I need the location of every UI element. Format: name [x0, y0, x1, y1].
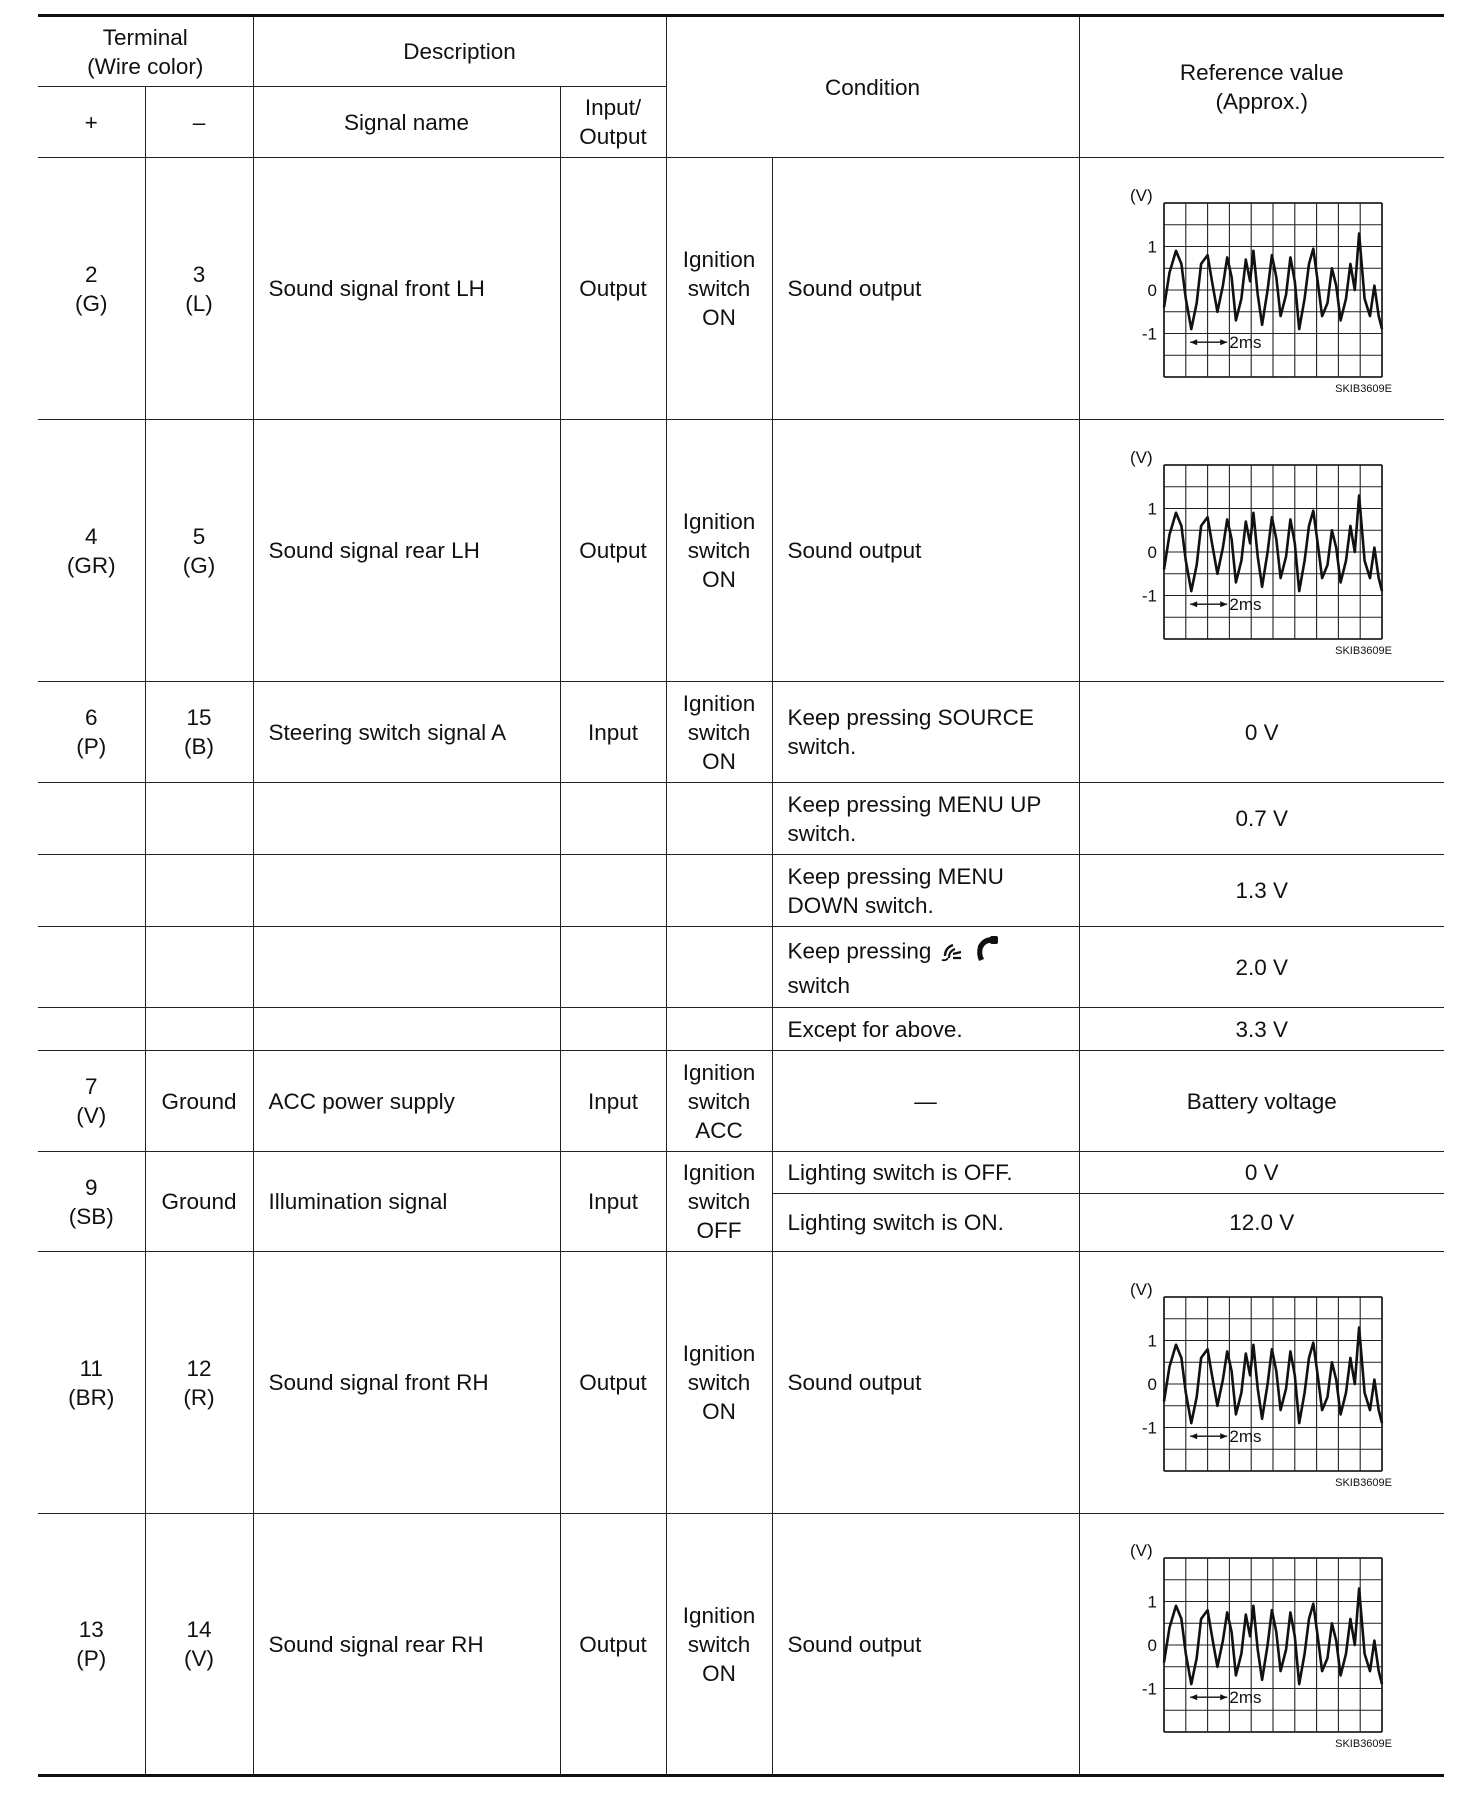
axis-unit-label: (V) — [1129, 1541, 1153, 1560]
y-tick-label: 1 — [1147, 1331, 1157, 1350]
reference-value: 0 V — [1079, 682, 1444, 783]
time-div-label: 2ms — [1229, 1688, 1262, 1708]
header-terminal: Terminal (Wire color) — [38, 16, 253, 87]
reference-value: 12.0 V — [1079, 1194, 1444, 1252]
arrow-head — [1220, 1433, 1227, 1439]
y-tick-label: 0 — [1147, 542, 1157, 562]
plus-terminal: 7 (V) — [38, 1051, 145, 1152]
minus-terminal: 15 (B) — [145, 682, 253, 783]
waveform-plot — [1127, 445, 1397, 657]
waveform-plot — [1127, 1277, 1397, 1489]
reference-value: 2.0 V — [1079, 927, 1444, 1008]
signal-name: Sound signal front LH — [253, 158, 560, 420]
condition-switch: Ignition switch ON — [666, 158, 772, 420]
time-div-label: 2ms — [1229, 332, 1262, 352]
input-output: Output — [560, 1252, 666, 1514]
condition-detail: Keep pressing MENU DOWN switch. — [772, 855, 1079, 927]
condition-switch: Ignition switch ON — [666, 420, 772, 682]
y-tick-label: 1 — [1147, 1592, 1157, 1612]
arrow-head — [1190, 1433, 1197, 1439]
axis-unit-label: (V) — [1129, 1279, 1153, 1299]
header-plus: + — [38, 87, 145, 158]
signal-name: ACC power supply — [253, 1051, 560, 1152]
figure-id: SKIB3609E — [1334, 382, 1392, 395]
reference-waveform-cell — [1079, 158, 1444, 420]
table-row — [38, 1252, 1444, 1514]
condition-switch: Ignition switch ON — [666, 682, 772, 783]
minus-terminal: 14 (V) — [145, 1514, 253, 1776]
y-tick-label: -1 — [1141, 586, 1157, 605]
y-tick-label: -1 — [1141, 1679, 1157, 1699]
input-output: Output — [560, 1514, 666, 1776]
header-reference-value: Reference value (Approx.) — [1079, 16, 1444, 158]
condition-switch: Ignition switch ON — [666, 1514, 772, 1776]
signal-name: Steering switch signal A — [253, 682, 560, 783]
header-condition: Condition — [666, 16, 1079, 158]
input-output: Input — [560, 1051, 666, 1152]
table-row — [38, 1152, 1444, 1194]
reference-value: 0.7 V — [1079, 783, 1444, 855]
input-output: Input — [560, 682, 666, 783]
table-row — [38, 783, 1444, 855]
table-row — [38, 158, 1444, 420]
y-tick-label: -1 — [1141, 1418, 1157, 1437]
input-output: Output — [560, 420, 666, 682]
condition-detail: Except for above. — [772, 1008, 1079, 1051]
header-description: Description — [253, 16, 666, 87]
plus-terminal: 6 (P) — [38, 682, 145, 783]
condition-detail: Keep pressing SOURCE switch. — [772, 682, 1079, 783]
condition-detail: Keep pressing switch — [772, 927, 1079, 1008]
input-output: Input — [560, 1152, 666, 1252]
arrow-head — [1190, 1694, 1197, 1700]
y-tick-label: 1 — [1147, 499, 1157, 518]
table-row — [38, 420, 1444, 682]
table-row — [38, 927, 1444, 1008]
plus-terminal: 9 (SB) — [38, 1152, 145, 1252]
condition-detail: — — [772, 1051, 1079, 1152]
figure-id: SKIB3609E — [1334, 1476, 1392, 1489]
header-input-output: Input/ Output — [560, 87, 666, 158]
reference-waveform-cell — [1079, 420, 1444, 682]
table-row — [38, 1008, 1444, 1051]
arrow-head — [1220, 1694, 1227, 1700]
minus-terminal: 3 (L) — [145, 158, 253, 420]
figure-id: SKIB3609E — [1334, 1738, 1392, 1750]
terminal-table — [38, 14, 1444, 1777]
condition-detail: Lighting switch is ON. — [772, 1194, 1079, 1252]
condition-switch: Ignition switch OFF — [666, 1152, 772, 1252]
time-div-label: 2ms — [1229, 1426, 1262, 1446]
reference-value: Battery voltage — [1079, 1051, 1444, 1152]
time-div-label: 2ms — [1229, 594, 1262, 614]
condition-detail: Sound output — [772, 158, 1079, 420]
waveform-plot — [1127, 1538, 1397, 1750]
y-tick-label: 0 — [1147, 1636, 1157, 1655]
reference-value: 0 V — [1079, 1152, 1444, 1194]
input-output: Output — [560, 158, 666, 420]
signal-name: Sound signal rear LH — [253, 420, 560, 682]
condition-switch: Ignition switch ON — [666, 1252, 772, 1514]
reference-value: 3.3 V — [1079, 1008, 1444, 1051]
table-row — [38, 682, 1444, 783]
condition-detail: Sound output — [772, 1252, 1079, 1514]
signal-name: Sound signal front RH — [253, 1252, 560, 1514]
plus-terminal: 2 (G) — [38, 158, 145, 420]
waveform-plot — [1127, 183, 1397, 395]
arrow-head — [1190, 601, 1197, 607]
header-minus: – — [145, 87, 253, 158]
header-signal-name: Signal name — [253, 87, 560, 158]
signal-name: Sound signal rear RH — [253, 1514, 560, 1776]
table-row — [38, 1051, 1444, 1152]
axis-unit-label: (V) — [1129, 185, 1153, 205]
plus-terminal: 11 (BR) — [38, 1252, 145, 1514]
plus-terminal: 13 (P) — [38, 1514, 145, 1776]
minus-terminal: Ground — [145, 1051, 253, 1152]
y-tick-label: 0 — [1147, 1374, 1157, 1394]
y-tick-label: 0 — [1147, 280, 1157, 300]
condition-detail: Lighting switch is OFF. — [772, 1152, 1079, 1194]
plus-terminal: 4 (GR) — [38, 420, 145, 682]
y-tick-label: -1 — [1141, 324, 1157, 343]
reference-waveform-cell — [1079, 1252, 1444, 1514]
signal-name: Illumination signal — [253, 1152, 560, 1252]
phone-icon — [973, 934, 1001, 971]
condition-detail: Sound output — [772, 420, 1079, 682]
table-row — [38, 855, 1444, 927]
axis-unit-label: (V) — [1129, 447, 1153, 467]
voice-recognition-icon — [939, 934, 965, 971]
reference-value: 1.3 V — [1079, 855, 1444, 927]
y-tick-label: 1 — [1147, 237, 1157, 256]
table-row — [38, 1514, 1444, 1776]
terminal-reference-document — [38, 14, 1444, 1777]
minus-terminal: 5 (G) — [145, 420, 253, 682]
reference-waveform-cell — [1079, 1514, 1444, 1776]
condition-detail: Keep pressing MENU UP switch. — [772, 783, 1079, 855]
condition-detail: Sound output — [772, 1514, 1079, 1776]
minus-terminal: 12 (R) — [145, 1252, 253, 1514]
arrow-head — [1220, 339, 1227, 345]
condition-switch: Ignition switch ACC — [666, 1051, 772, 1152]
arrow-head — [1220, 601, 1227, 607]
arrow-head — [1190, 339, 1197, 345]
figure-id: SKIB3609E — [1334, 644, 1392, 657]
minus-terminal: Ground — [145, 1152, 253, 1252]
